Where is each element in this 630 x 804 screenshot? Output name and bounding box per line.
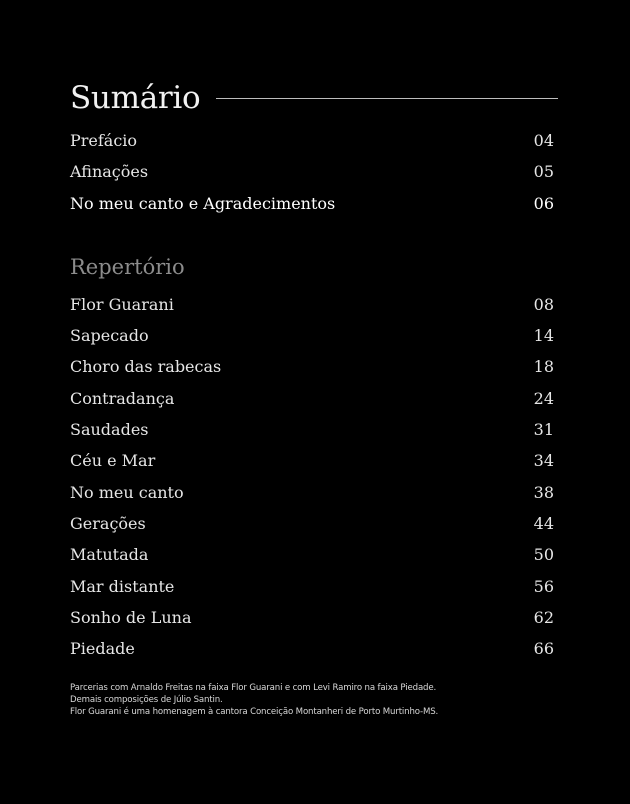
toc-entry-agradecimentos[interactable] bbox=[70, 194, 554, 225]
toc-entry-label: Sapecado bbox=[70, 326, 149, 346]
toc-entry[interactable] bbox=[70, 420, 554, 451]
toc-entry[interactable] bbox=[70, 577, 554, 608]
toc-entry-label: Mar distante bbox=[70, 576, 175, 596]
toc-entry[interactable] bbox=[70, 326, 554, 357]
intro-list bbox=[70, 131, 554, 225]
toc-entry[interactable] bbox=[70, 483, 554, 514]
title-row bbox=[70, 78, 554, 118]
toc-entry-afinacoes[interactable] bbox=[70, 162, 554, 193]
toc-entry[interactable] bbox=[70, 639, 554, 670]
toc-entry[interactable] bbox=[70, 608, 554, 639]
toc-entry[interactable] bbox=[70, 514, 554, 545]
toc-entry-label: Prefácio bbox=[70, 131, 138, 150]
toc-entry-page: 31 bbox=[533, 420, 554, 440]
toc-entry-page: 08 bbox=[533, 294, 554, 314]
toc-entry-page: 38 bbox=[533, 482, 554, 502]
table-of-contents bbox=[70, 78, 554, 718]
toc-entry-page: 50 bbox=[533, 545, 554, 565]
toc-entry[interactable] bbox=[70, 389, 554, 420]
page-title: Sumário bbox=[70, 80, 201, 116]
toc-entry[interactable] bbox=[70, 357, 554, 388]
toc-entry-page: 06 bbox=[533, 193, 554, 213]
toc-entry[interactable] bbox=[70, 295, 554, 326]
toc-entry-page: 66 bbox=[533, 639, 554, 659]
toc-entry-page: 05 bbox=[533, 162, 554, 182]
toc-entry-label: Flor Guarani bbox=[70, 294, 174, 314]
toc-entry-label: Matutada bbox=[70, 545, 149, 565]
toc-entry-page: 18 bbox=[533, 357, 554, 377]
toc-entry-label: No meu canto e Agradecimentos bbox=[70, 193, 336, 213]
toc-entry-prefacio[interactable] bbox=[70, 131, 554, 162]
toc-entry-page: 14 bbox=[533, 326, 554, 346]
toc-entry-label: Piedade bbox=[70, 639, 135, 659]
toc-entry-label: Saudades bbox=[70, 420, 149, 440]
toc-entry[interactable] bbox=[70, 451, 554, 482]
toc-entry-page: 44 bbox=[533, 513, 554, 533]
toc-entry-label: Céu e Mar bbox=[70, 451, 156, 471]
toc-entry-label: Contradança bbox=[70, 388, 175, 408]
section-heading-repertorio: Repertório bbox=[70, 254, 185, 279]
toc-entry-page: 34 bbox=[533, 451, 554, 471]
toc-entry-label: Gerações bbox=[70, 513, 146, 533]
toc-entry-page: 56 bbox=[533, 576, 554, 596]
repertoire-list bbox=[70, 295, 554, 671]
credits-notes bbox=[70, 682, 554, 718]
toc-entry-label: No meu canto bbox=[70, 482, 184, 502]
toc-entry-label: Afinações bbox=[70, 162, 149, 182]
toc-entry[interactable] bbox=[70, 545, 554, 576]
toc-entry-label: Sonho de Luna bbox=[70, 607, 192, 627]
toc-entry-label: Choro das rabecas bbox=[70, 357, 222, 377]
toc-entry-page: 24 bbox=[533, 388, 554, 408]
toc-entry-page: 04 bbox=[533, 131, 554, 150]
credits-note-line: Demais composições de Júlio Santin. bbox=[70, 695, 223, 706]
credits-note-line: Parcerias com Arnaldo Freitas na faixa Flor Guarani e com Levi Ramiro na faixa Piedade. bbox=[70, 683, 437, 694]
title-divider bbox=[216, 98, 558, 99]
toc-entry-page: 62 bbox=[533, 607, 554, 627]
credits-note-line: Flor Guarani é uma homenagem à cantora Conceição Montanheri de Porto Murtinho-MS. bbox=[70, 707, 439, 718]
